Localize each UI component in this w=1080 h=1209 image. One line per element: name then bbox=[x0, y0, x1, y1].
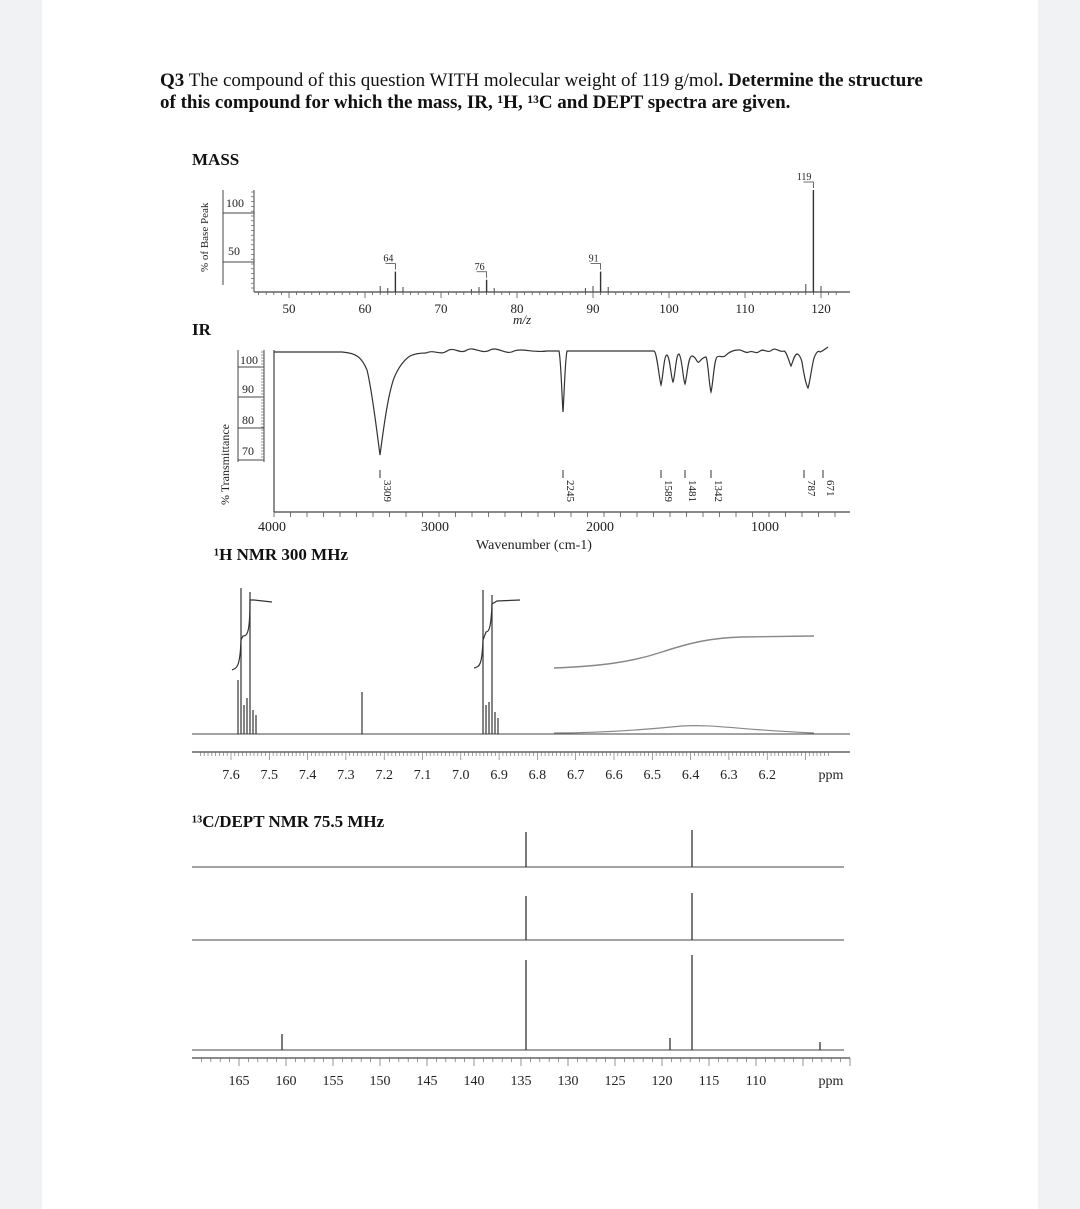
question-number: Q3 bbox=[160, 70, 185, 91]
ir-peak-label bbox=[711, 470, 724, 502]
cnmr-x-tick-label: 150 bbox=[369, 1074, 391, 1089]
hnmr-x-tick-label: 6.8 bbox=[528, 768, 547, 783]
document-page bbox=[42, 0, 1038, 1209]
mass-x-minor-ticks bbox=[259, 292, 837, 298]
ir-ytick-70: 70 bbox=[242, 444, 254, 458]
ir-xtick-4000: 4000 bbox=[258, 520, 286, 535]
mass-x-tick-labels bbox=[283, 301, 831, 316]
ir-peak-label bbox=[804, 470, 817, 497]
ir-ytick-100: 100 bbox=[240, 353, 258, 367]
hnmr-x-minor-ticks bbox=[200, 752, 828, 760]
ir-peak-labels bbox=[380, 470, 836, 503]
ir-peak-label-text: 1589 bbox=[662, 480, 674, 502]
hnmr-multiplet-aromatic bbox=[232, 588, 272, 734]
cnmr-x-tick-label: 135 bbox=[510, 1074, 532, 1089]
hnmr-x-tick-label: 6.6 bbox=[605, 768, 623, 783]
cnmr-x-tick-label: 130 bbox=[557, 1074, 579, 1089]
hnmr-x-tick-labels bbox=[222, 768, 776, 783]
spectra-figure bbox=[42, 0, 1038, 1209]
c13-broadband-trace bbox=[192, 955, 844, 1050]
mass-peak-label: 76 bbox=[474, 261, 485, 273]
mass-y-axis-label: % of Base Peak bbox=[199, 202, 211, 272]
cnmr-x-tick-label: 115 bbox=[698, 1074, 720, 1089]
cnmr-x-tick-label: 140 bbox=[463, 1074, 485, 1089]
mass-x-tick-label: 110 bbox=[735, 301, 755, 316]
hnmr-unit: ppm bbox=[818, 768, 844, 783]
ir-xtick-3000: 3000 bbox=[421, 520, 449, 535]
ir-x-minor-ticks bbox=[274, 512, 835, 517]
hnmr-multiplet-olefinic bbox=[474, 590, 520, 734]
cnmr-x-tick-labels bbox=[229, 1074, 767, 1089]
hnmr-x-tick-label: 6.2 bbox=[758, 768, 776, 783]
ir-xtick-1000: 1000 bbox=[751, 520, 779, 535]
hnmr-x-tick-label: 6.5 bbox=[643, 768, 662, 783]
mass-x-tick-label: 100 bbox=[659, 301, 679, 316]
mass-ytick-50: 50 bbox=[228, 244, 240, 258]
mass-x-tick-label: 90 bbox=[586, 301, 600, 316]
ir-peak-label bbox=[563, 470, 576, 503]
question-instruction: . Determine the structure of this compound for which the mass, IR, ¹H, ¹³C and DEPT spectra are given. bbox=[160, 70, 923, 113]
mass-spectrum bbox=[199, 172, 850, 327]
ir-peak-label-text: 1481 bbox=[686, 480, 698, 502]
ir-peak-label-text: 787 bbox=[805, 480, 817, 497]
mass-x-tick-label: 50 bbox=[282, 301, 296, 316]
cnmr-x-tick-label: 160 bbox=[275, 1074, 297, 1089]
ir-trace bbox=[274, 347, 828, 455]
mass-section-label: MASS bbox=[192, 150, 240, 169]
cnmr-x-tick-label: 110 bbox=[745, 1074, 767, 1089]
hnmr-x-tick-label: 7.2 bbox=[375, 768, 393, 783]
mass-x-tick-label: 70 bbox=[434, 301, 448, 316]
ir-peak-label bbox=[380, 470, 393, 503]
cnmr-x-tick-label: 120 bbox=[651, 1074, 673, 1089]
ir-peak-label bbox=[685, 470, 698, 502]
hnmr-x-tick-label: 7.5 bbox=[260, 768, 279, 783]
mass-peak-label: 64 bbox=[383, 253, 394, 265]
hnmr-x-tick-label: 7.4 bbox=[298, 768, 317, 783]
hnmr-x-tick-label: 6.4 bbox=[681, 768, 700, 783]
cnmr-section-label: ¹³C/DEPT NMR 75.5 MHz bbox=[192, 812, 385, 831]
hnmr-spectrum bbox=[192, 588, 850, 783]
cnmr-x-tick-label: 155 bbox=[322, 1074, 344, 1089]
cnmr-x-minor-ticks bbox=[201, 1058, 850, 1066]
hnmr-integral-broad bbox=[554, 636, 814, 668]
ir-peak-label-text: 671 bbox=[824, 480, 836, 497]
mass-x-label: m/z bbox=[512, 312, 532, 327]
ir-section-label: IR bbox=[192, 320, 211, 339]
hnmr-x-tick-label: 7.1 bbox=[413, 768, 432, 783]
hnmr-x-tick-label: 6.9 bbox=[490, 768, 508, 783]
ir-peak-label-text: 2245 bbox=[564, 480, 576, 502]
hnmr-x-tick-label: 6.3 bbox=[720, 768, 738, 783]
ir-ytick-80: 80 bbox=[242, 413, 254, 427]
hnmr-broad-peak bbox=[554, 726, 814, 733]
cnmr-x-tick-label: 165 bbox=[228, 1074, 250, 1089]
ir-peak-label-text: 1342 bbox=[712, 480, 724, 502]
mass-peak-label: 119 bbox=[796, 172, 812, 183]
mass-peak-label: 91 bbox=[588, 253, 599, 265]
ir-ytick-90: 90 bbox=[242, 382, 254, 396]
cnmr-unit: ppm bbox=[818, 1074, 844, 1089]
hnmr-x-tick-label: 7.0 bbox=[452, 768, 470, 783]
hnmr-x-tick-label: 7.6 bbox=[222, 768, 240, 783]
ir-xtick-2000: 2000 bbox=[586, 520, 614, 535]
cnmr-x-tick-label: 125 bbox=[604, 1074, 626, 1089]
hnmr-x-tick-label: 7.3 bbox=[337, 768, 355, 783]
dept-135-trace bbox=[192, 830, 844, 867]
mass-x-tick-label: 60 bbox=[358, 301, 372, 316]
ir-spectrum bbox=[218, 347, 850, 553]
mass-ytick-100: 100 bbox=[226, 196, 244, 210]
mass-x-tick-label: 80 bbox=[510, 301, 524, 316]
question-body: The compound of this question WITH molecular weight of 119 g/mol bbox=[184, 70, 719, 91]
ir-peak-label bbox=[661, 470, 674, 503]
dept-90-trace bbox=[192, 893, 844, 940]
ir-x-label: Wavenumber (cm-1) bbox=[476, 538, 592, 553]
cnmr-spectrum bbox=[192, 830, 850, 1089]
ir-y-axis-label: % Transmittance bbox=[218, 424, 232, 505]
cnmr-x-tick-label: 145 bbox=[416, 1074, 438, 1089]
mass-peaks bbox=[383, 172, 813, 292]
mass-x-tick-label: 120 bbox=[811, 301, 831, 316]
mass-y-minor-ticks bbox=[251, 192, 254, 288]
hnmr-x-tick-label: 6.7 bbox=[566, 768, 585, 783]
hnmr-section-label: ¹H NMR 300 MHz bbox=[214, 545, 348, 564]
ir-peak-label-text: 3309 bbox=[381, 480, 393, 502]
ir-peak-label bbox=[823, 470, 836, 497]
